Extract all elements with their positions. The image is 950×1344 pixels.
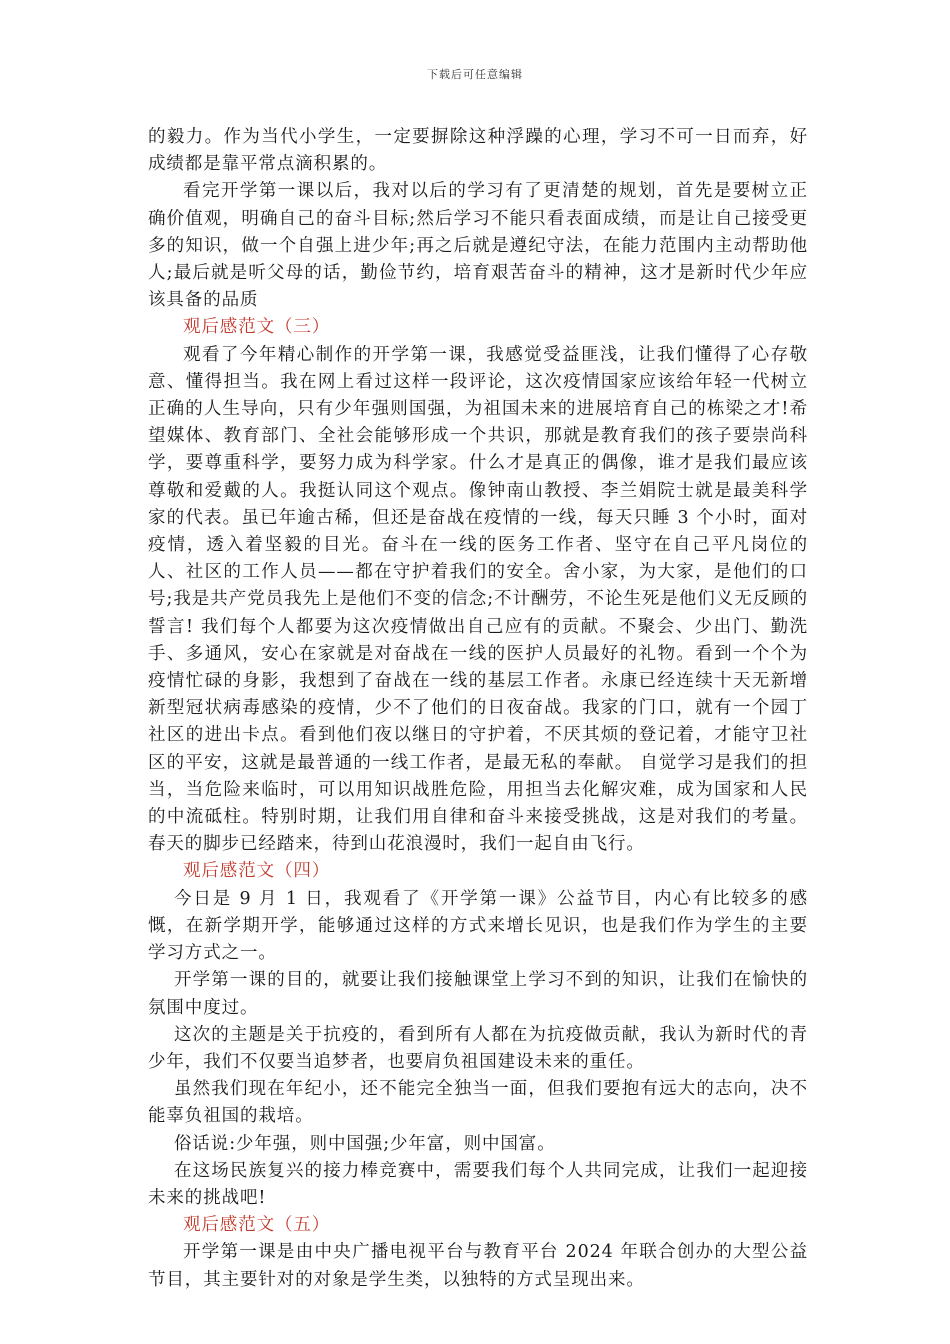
document-body xyxy=(148,124,808,1294)
page-header: 下载后可任意编辑 xyxy=(427,68,523,81)
paragraph: 虽然我们现在年纪小，还不能完全独当一面，但我们要抱有远大的志向，决不能辜负祖国的栽培。 xyxy=(148,1079,808,1127)
paragraph: 观看了今年精心制作的开学第一课，我感觉受益匪浅，让我们懂得了心存敬意、懂得担当。我在网上看过这样一段评论，这次疫情国家应该给年轻一代树立正确的人生导向，只有少年强则国强，为祖国未来的进展培育自己的栋梁之才!希望媒体、教育部门、全社会能够形成一个共识，那就是教育我们的孩子要崇尚科学，要尊重科学，要努力成为科学家。什么才是真正的偶像，谁才是我们最应该尊敬和爱戴的人。我挺认同这个观点。像钟南山教授、李兰娟院士就是最美科学家的代表。虽已年逾古稀，但还是奋战在疫情的一线，每天只睡 3 个小时，面对疫情，透入着坚毅的目光。奋斗在一线的医务工作者、坚守在自己平凡岗位的人、社区的工作人员——都在守护着我们的安全。舍小家，为大家，是他们的口号;我是共产党员我先上是他们不变的信念;不计酬劳，不论生死是他们义无反顾的誓言! 我们每个人都要为这次疫情做出自己应有的贡献。不聚会、少出门、勤洗手、多通风，安心在家就是对奋战在一线的医护人员最好的礼物。看到一个个为疫情忙碌的身影，我想到了奋战在一线的基层工作者。永康已经连续十天无新增新型冠状病毒感染的疫情，少不了他们的日夜奋战。我家的门口，就有一个园丁社区的进出卡点。看到他们夜以继日的守护着，不厌其烦的登记着，才能守卫社区的平安，这就是最普通的一线工作者，是最无私的奉献。 自觉学习是我们的担当，当危险来临时，可以用知识战胜危险，用担当去化解灾难，成为国家和人民的中流砥柱。特别时期，让我们用自律和奋斗来接受挑战，这是对我们的考量。春天的脚步已经踏来，待到山花浪漫时，我们一起自由飞行。 xyxy=(148,344,808,855)
paragraph: 这次的主题是关于抗疫的，看到所有人都在为抗疫做贡献，我认为新时代的青少年，我们不仅要当追梦者，也要肩负祖国建设未来的重任。 xyxy=(148,1024,808,1072)
section-heading: 观后感范文（四） xyxy=(183,861,331,882)
paragraph: 在这场民族复兴的接力棒竞赛中，需要我们每个人共同完成，让我们一起迎接未来的挑战吧! xyxy=(148,1160,808,1208)
paragraph: 看完开学第一课以后，我对以后的学习有了更清楚的规划，首先是要树立正确价值观，明确自己的奋斗目标;然后学习不能只看表面成绩，而是让自己接受更多的知识，做一个自强上进少年;再之后就是遵纪守法，在能力范围内主动帮助他人;最后就是听父母的话，勤俭节约，培育艰苦奋斗的精神，这才是新时代少年应该具备的品质 xyxy=(148,181,808,311)
section-heading: 观后感范文（五） xyxy=(183,1215,331,1236)
section-heading: 观后感范文（三） xyxy=(183,317,331,338)
paragraph: 开学第一课的目的，就要让我们接触课堂上学习不到的知识，让我们在愉快的氛围中度过。 xyxy=(148,970,808,1018)
paragraph: 俗话说:少年强，则中国强;少年富，则中国富。 xyxy=(174,1133,556,1154)
paragraph: 的毅力。作为当代小学生，一定要摒除这种浮躁的心理，学习不可一日而弃，好成绩都是靠平常点滴积累的。 xyxy=(148,127,808,175)
paragraph: 开学第一课是由中央广播电视平台与教育平台 2024 年联合创办的大型公益节目，其主要针对的对象是学生类，以独特的方式呈现出来。 xyxy=(148,1242,808,1290)
paragraph: 今日是 9 月 1 日，我观看了《开学第一课》公益节目，内心有比较多的感慨，在新学期开学，能够通过这样的方式来增长见识，也是我们作为学生的主要学习方式之一。 xyxy=(148,888,808,964)
